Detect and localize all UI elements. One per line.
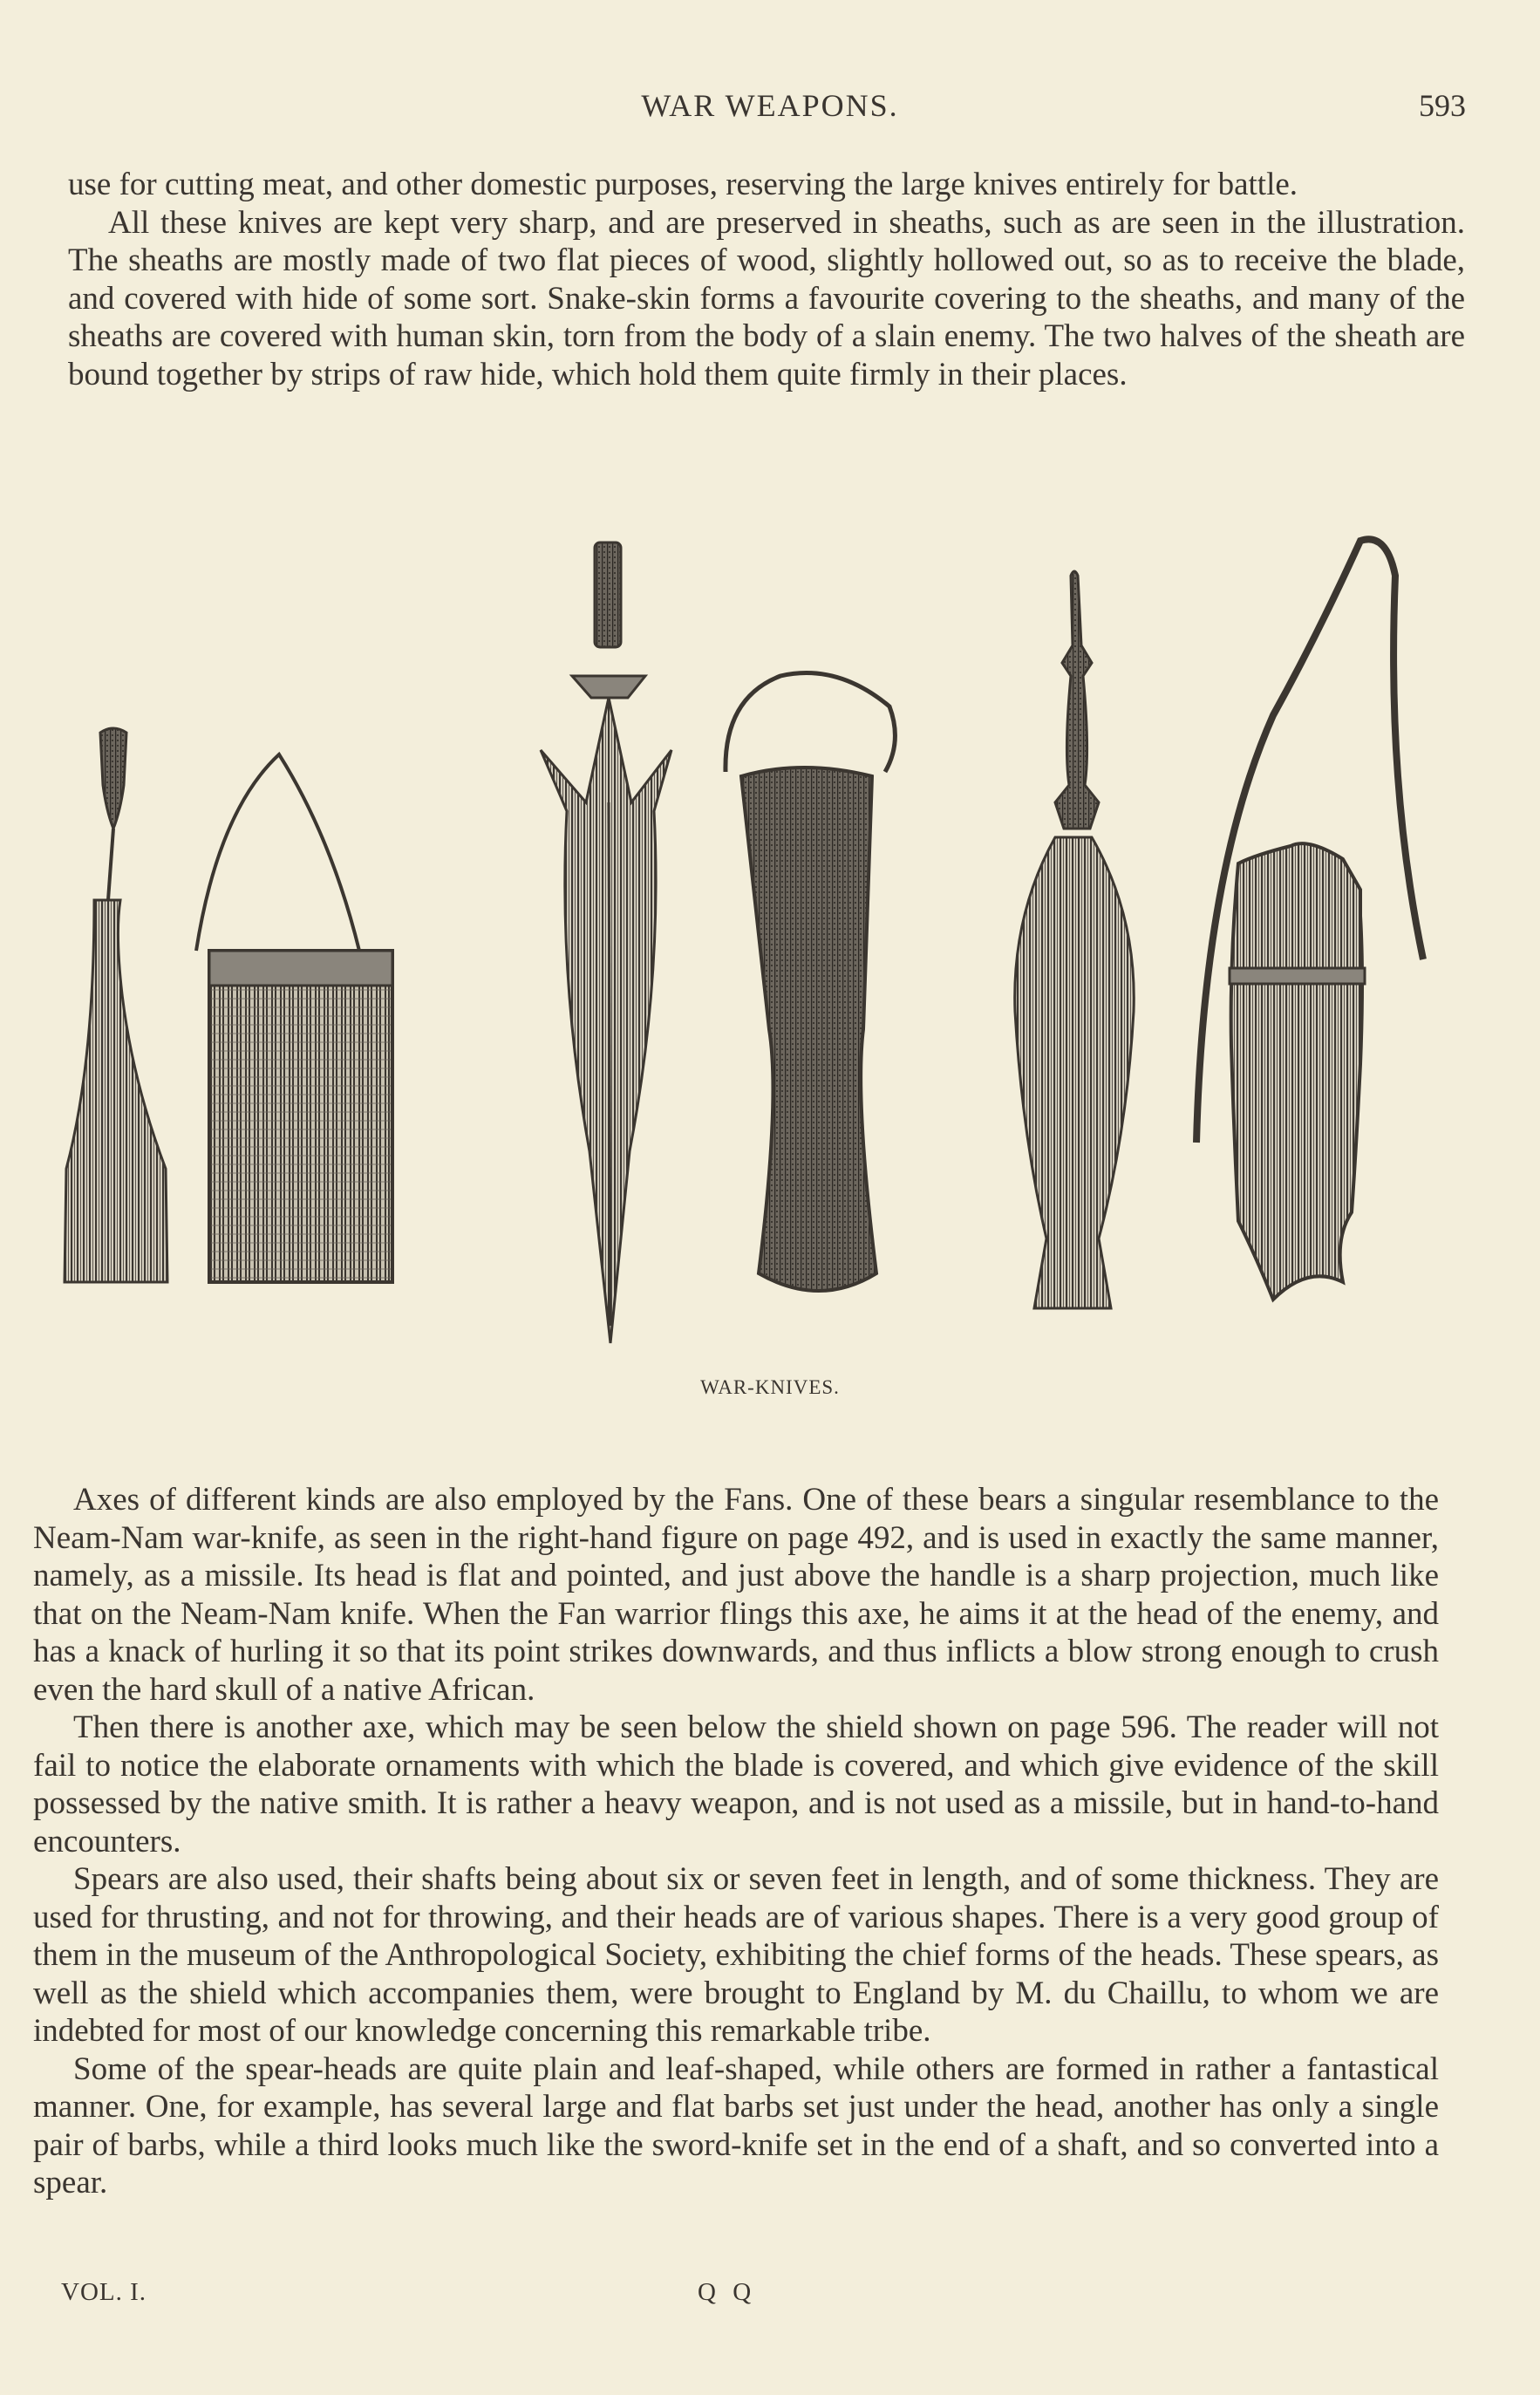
long-sheath <box>726 673 895 1291</box>
bottom-text-block <box>33 1481 1439 2202</box>
volume-label: VOL. I. <box>61 2278 147 2306</box>
paragraph: Some of the spear-heads are quite plain and leaf-shaped, while others are formed in rather a fantastical manner. One, for example, has several large and flat barbs set just under the head, another has only a single pair of barbs, while a third looks much like the sword-knife set in the end of a shaft, and so converted into a spear. <box>33 2050 1439 2201</box>
strapped-sheath <box>1196 539 1423 1300</box>
top-text-block <box>68 166 1465 393</box>
signature-mark: Q Q <box>698 2278 757 2306</box>
paragraph: All these knives are kept very sharp, and are preserved in sheaths, such as are seen in the illustration. The sheaths are mostly made of two flat pieces of wood, slightly hollowed out, so as to receive the blade, and covered with hide of some sort. Snake-skin forms a favourite covering to the sheaths, and many of the sheaths are covered with human skin, torn from the body of a slain enemy. The two halves of the sheath are bound together by strips of raw hide, which hold them quite firmly in their places. <box>68 204 1465 392</box>
page-footer <box>61 2278 1474 2313</box>
cleaver-knife <box>65 728 167 1282</box>
paragraph: Axes of different kinds are also employed by the Fans. One of these bears a singular resemblance to the Neam-Nam war-knife, as seen in the right-hand figure on page 492, and is used in exactly the same manner, namely, as a missile. Its head is flat and pointed, and just above the handle is a sharp projection, much like that on the Neam-Nam knife. When the Fan warrior flings this axe, he aims it at the head of the enemy, and has a knack of hurling it so that its point strikes downwards, and thus inflicts a blow strong enough to crush even the hard skull of a native African. <box>33 1482 1439 1708</box>
war-knives-illustration <box>52 523 1482 1378</box>
running-head <box>0 87 1540 131</box>
war-knives-engraving <box>52 523 1482 1378</box>
figure-caption: WAR-KNIVES. <box>700 1376 840 1398</box>
woven-sheath <box>196 754 392 1282</box>
sword-knife <box>541 542 671 1343</box>
paragraph: Spears are also used, their shafts being about six or seven feet in length, and of some thickness. They are used for thrusting, and not for throwing, and their heads are of various shapes. There is a very good group of them in the museum of the Anthropological Society, exhibiting the chief forms of the heads. These spears, as well as the shield which accompanies them, were brought to England by M. du Chaillu, to whom we are indebted for most of our knowledge concerning this remarkable tribe. <box>33 1861 1439 2049</box>
leaf-knife <box>1015 571 1135 1308</box>
running-title: WAR WEAPONS. <box>641 88 899 123</box>
paragraph: Then there is another axe, which may be seen below the shield shown on page 596. The reader will not fail to notice the elaborate ornaments with which the blade is covered, and which give evidence of the skill possessed by the native smith. It is rather a heavy weapon, and is not used as a missile, but in hand-to-hand encounters. <box>33 1709 1439 1859</box>
page-number: 593 <box>1419 88 1466 123</box>
paragraph: use for cutting meat, and other domestic purposes, reserving the large knives entirely for battle. <box>68 167 1298 202</box>
